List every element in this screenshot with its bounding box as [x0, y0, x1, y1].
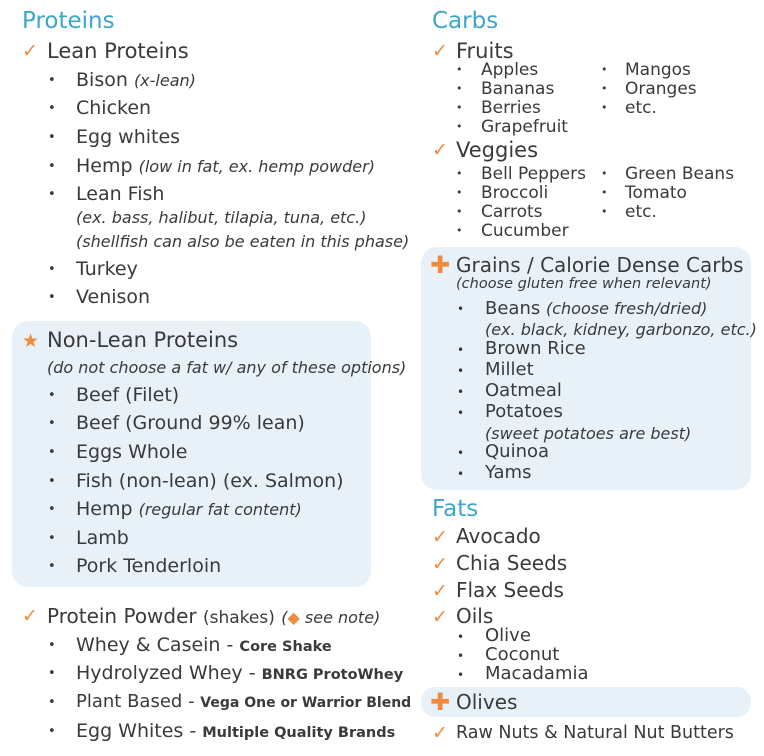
item-note: (sweet potatoes are best) — [485, 424, 692, 443]
proteins-heading: Proteins — [22, 8, 115, 34]
list-item: Bananas — [481, 79, 555, 99]
bullet-icon: • — [48, 502, 56, 517]
bullet-icon: • — [457, 406, 465, 420]
list-item: Oatmeal — [485, 380, 562, 401]
list-item: Coconut — [485, 644, 560, 665]
bullet-icon: • — [456, 224, 463, 237]
list-item: Broccoli — [481, 183, 549, 203]
check-icon: ✓ — [432, 139, 448, 161]
bullet-icon: • — [456, 205, 463, 218]
protein-powder-title: Protein Powder (shakes) (◆ see note) — [47, 604, 381, 628]
list-item: Beans (choose fresh/dried) — [485, 298, 708, 319]
list-item: Chicken — [76, 97, 152, 119]
bullet-icon: • — [48, 290, 56, 305]
fat-item: Chia Seeds — [456, 551, 568, 575]
bullet-icon: • — [48, 388, 56, 403]
list-item: Green Beans — [625, 164, 735, 184]
bullet-icon: • — [48, 695, 56, 710]
check-icon: ✓ — [22, 40, 38, 62]
list-item: Cucumber — [481, 221, 569, 241]
bullet-icon: • — [457, 446, 465, 460]
list-item: Beef (Filet) — [76, 384, 180, 406]
nuts-label: Raw Nuts & Natural Nut Butters — [456, 723, 734, 743]
bullet-icon: • — [456, 82, 463, 95]
bullet-icon: • — [457, 343, 465, 357]
bullet-icon: • — [601, 82, 608, 95]
bullet-icon: • — [457, 385, 465, 399]
list-item: Grapefruit — [481, 117, 568, 137]
bullet-icon: • — [601, 167, 608, 180]
list-item: Hemp (low in fat, ex. hemp powder) — [76, 155, 375, 177]
fat-item: Flax Seeds — [456, 578, 564, 602]
bullet-icon: • — [48, 666, 56, 681]
item-note: (ex. bass, halibut, tilapia, tuna, etc.) — [76, 208, 367, 227]
star-icon: ★ — [22, 330, 40, 352]
fat-item: Avocado — [456, 524, 541, 548]
list-item: Millet — [485, 359, 534, 380]
bullet-icon: • — [457, 630, 465, 644]
section-note: (choose gluten free when relevant) — [456, 276, 712, 292]
list-item: Hydrolyzed Whey - BNRG ProtoWhey — [76, 662, 404, 684]
bullet-icon: • — [456, 186, 463, 199]
list-item: Bison (x-lean) — [76, 69, 196, 91]
list-item: etc. — [625, 98, 657, 118]
bullet-icon: • — [456, 63, 463, 76]
item-note: (shellfish can also be eaten in this phase) — [76, 232, 410, 251]
bullet-icon: • — [48, 130, 56, 145]
bullet-icon: • — [457, 302, 465, 316]
list-item: Venison — [76, 286, 151, 308]
check-icon: ✓ — [432, 40, 448, 62]
bullet-icon: • — [48, 638, 56, 653]
carbs-heading: Carbs — [432, 8, 499, 34]
fats-heading: Fats — [432, 496, 479, 522]
bullet-icon: • — [456, 167, 463, 180]
list-item: Turkey — [76, 258, 138, 280]
check-icon: ✓ — [432, 580, 448, 602]
bullet-icon: • — [48, 159, 56, 174]
lean-proteins-title: Lean Proteins — [47, 39, 189, 63]
section-note: (do not choose a fat w/ any of these options) — [47, 358, 407, 377]
list-item: Mangos — [625, 60, 691, 80]
bullet-icon: • — [48, 445, 56, 460]
list-item: Whey & Casein - Core Shake — [76, 634, 332, 656]
bullet-icon: • — [601, 186, 608, 199]
plus-icon: ✚ — [430, 251, 451, 279]
bullet-icon: • — [48, 262, 56, 277]
check-icon: ✓ — [22, 605, 38, 627]
list-item: Macadamia — [485, 663, 589, 684]
diamond-icon: ◆ — [287, 608, 300, 627]
check-icon: ✓ — [432, 526, 448, 548]
list-item: Apples — [481, 60, 539, 80]
bullet-icon: • — [48, 474, 56, 489]
bullet-icon: • — [48, 73, 56, 88]
fat-item: Oils — [456, 604, 494, 628]
list-item: Hemp (regular fat content) — [76, 498, 302, 520]
bullet-icon: • — [48, 724, 56, 739]
check-icon: ✓ — [432, 606, 448, 628]
fruits-title: Fruits — [456, 39, 514, 63]
list-item: etc. — [625, 202, 657, 222]
list-item: Berries — [481, 98, 541, 118]
list-item: Tomato — [625, 183, 687, 203]
bullet-icon: • — [457, 649, 465, 663]
list-item: Oranges — [625, 79, 697, 99]
bullet-icon: • — [456, 101, 463, 114]
list-item: Carrots — [481, 202, 543, 222]
check-icon: ✓ — [432, 553, 448, 575]
bullet-icon: • — [457, 467, 465, 481]
bullet-icon: • — [601, 63, 608, 76]
list-item: Fish (non-lean) (ex. Salmon) — [76, 470, 344, 492]
bullet-icon: • — [601, 205, 608, 218]
list-item: Quinoa — [485, 441, 550, 462]
list-item: Bell Peppers — [481, 164, 586, 184]
list-item: Egg whites — [76, 126, 181, 148]
bullet-icon: • — [457, 668, 465, 682]
list-item: Lean Fish — [76, 183, 165, 205]
list-item: Pork Tenderloin — [76, 555, 222, 577]
bullet-icon: • — [48, 559, 56, 574]
grains-title: Grains / Calorie Dense Carbs — [456, 253, 744, 277]
list-item: Egg Whites - Multiple Quality Brands — [76, 720, 396, 742]
list-item: Potatoes — [485, 401, 563, 422]
bullet-icon: • — [48, 416, 56, 431]
check-icon: ✓ — [432, 722, 448, 744]
item-note: (ex. black, kidney, garbonzo, etc.) — [485, 320, 757, 339]
list-item: Eggs Whole — [76, 441, 188, 463]
bullet-icon: • — [456, 120, 463, 133]
non-lean-proteins-title: Non-Lean Proteins — [47, 328, 239, 352]
list-item: Olive — [485, 625, 531, 646]
list-item: Plant Based - Vega One or Warrior Blend — [76, 691, 412, 712]
plus-icon: ✚ — [430, 688, 451, 716]
list-item: Yams — [485, 462, 532, 483]
list-item: Lamb — [76, 527, 129, 549]
bullet-icon: • — [457, 364, 465, 378]
bullet-icon: • — [48, 101, 56, 116]
bullet-icon: • — [48, 531, 56, 546]
list-item: Beef (Ground 99% lean) — [76, 412, 305, 434]
bullet-icon: • — [48, 187, 56, 202]
list-item: Brown Rice — [485, 338, 586, 359]
veggies-title: Veggies — [456, 138, 539, 162]
olives-label: Olives — [456, 690, 518, 714]
bullet-icon: • — [601, 101, 608, 114]
